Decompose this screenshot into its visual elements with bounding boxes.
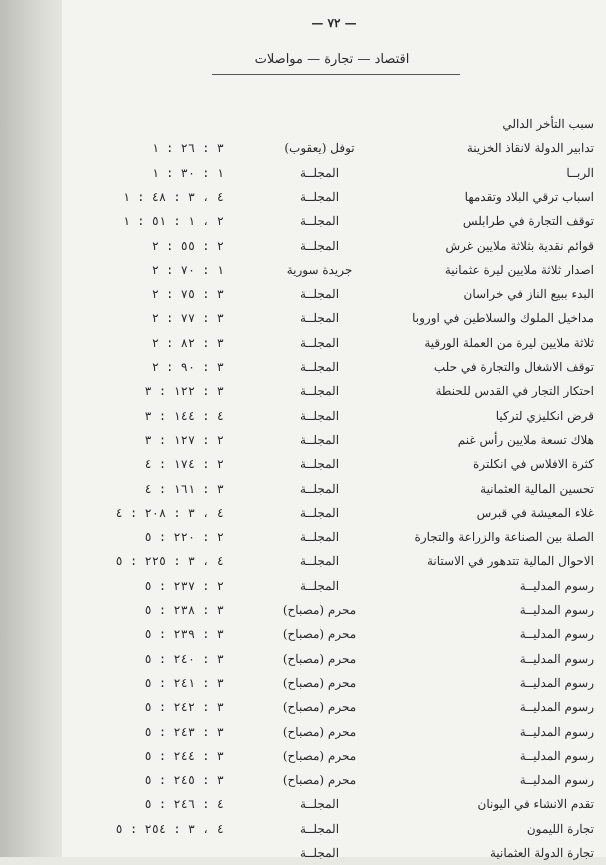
entry-reference: ٣ : ٢٤٠ : ٥ (144, 651, 224, 666)
entry-title: رسوم المدليــة (519, 627, 594, 642)
index-row (62, 792, 606, 816)
entry-source: المجلــة (299, 481, 340, 496)
index-row (62, 428, 606, 452)
index-row (62, 379, 606, 403)
entry-reference: ٣ : ٩٠ : ٢ (151, 360, 224, 374)
entry-reference: ٢ : ١٧٤ : ٤ (144, 457, 224, 472)
entry-source: المجلــة (299, 408, 340, 423)
entry-reference: ٢ ، ١ : ٥١ : ١ (122, 214, 224, 229)
entry-reference: ٤ : ١٤٤ : ٣ (144, 408, 224, 423)
index-row (62, 282, 606, 306)
index-row (62, 477, 606, 501)
entry-reference: ١ : ٣٠ : ١ (151, 165, 224, 180)
entry-title: رسوم المدليــة (519, 748, 594, 763)
entry-reference: ٣ : ١٢٢ : ٣ (144, 384, 224, 399)
entry-source: محرم (مصباح) (282, 627, 357, 642)
entry-source: المجلــة (299, 821, 340, 836)
entry-reference: ٣ : ٢٤٢ : ٥ (144, 700, 224, 715)
entry-reference: ٢ : ٥٥ : ٢ (151, 238, 224, 253)
entry-source: محرم (مصباح) (282, 603, 357, 617)
index-row (62, 185, 606, 209)
index-row (62, 355, 606, 379)
entry-source: جريدة سورية (286, 262, 353, 277)
entry-reference: ٣ : ٢٤٣ : ٥ (144, 724, 224, 739)
entry-title: غلاء المعيشة في قبرس (476, 505, 594, 520)
entry-title: تجارة الدولة العثمانية (489, 846, 594, 860)
entry-source: محرم (مصباح) (282, 675, 357, 690)
entry-title: الربــا (566, 165, 594, 180)
entry-source: المجلــة (299, 311, 340, 326)
index-row (62, 112, 606, 136)
index-row (62, 622, 606, 646)
entry-title: رسوم المدليــة (519, 724, 594, 739)
entry-reference: ٤ ، ٣ : ٢٠٨ : ٤ (115, 505, 224, 520)
index-row (62, 404, 606, 428)
index-row (62, 768, 606, 792)
entry-title: الصلة بين الصناعة والزراعة والتجارة (414, 530, 594, 545)
index-row (62, 574, 606, 598)
entry-title: قرض انكليزي لتركيا (495, 408, 594, 423)
entry-reference: ٤ ، ٣ : ٢٥٤ : ٥ (115, 821, 224, 836)
entry-source: المجلــة (299, 189, 340, 204)
index-row (62, 136, 606, 160)
entry-source: توفل (يعقوب) (284, 141, 355, 156)
index-row (62, 209, 606, 233)
index-row (62, 841, 606, 865)
entry-title: رسوم المدليــة (519, 773, 594, 788)
scan-margin (0, 0, 62, 857)
entry-reference: ٤ ، ٣ : ٤٨ : ١ (122, 189, 224, 204)
index-table (62, 0, 606, 860)
entry-reference: ٣ : ٢٣٩ : ٥ (144, 627, 224, 642)
entry-title: توقف الاشغال والتجارة في حلب (433, 360, 594, 374)
entry-title: احتكار التجار في القدس للحنطة (435, 384, 594, 399)
entry-title: تحسين المالية العثمانية (480, 481, 594, 496)
entry-reference: ٢ : ٢٢٠ : ٥ (144, 530, 224, 545)
index-row (62, 817, 606, 841)
entry-reference: ٣ : ٢٤٥ : ٥ (144, 773, 224, 788)
entry-reference: ٣ : ٢٦ : ١ (151, 141, 224, 156)
entry-title: تقدم الانشاء في اليونان (477, 797, 594, 812)
index-row (62, 695, 606, 719)
page-heading: اقتصاد — تجارة — مواصلات (254, 52, 410, 67)
entry-title: رسوم المدليــة (519, 651, 594, 666)
entry-source: محرم (مصباح) (282, 724, 357, 739)
index-row (62, 598, 606, 622)
entry-source: المجلــة (299, 578, 340, 593)
index-row (62, 647, 606, 671)
entry-title: مداخيل الملوك والسلاطين في اوروبا (412, 311, 594, 326)
entry-source: المجلــة (299, 287, 340, 302)
index-row (62, 452, 606, 476)
index-row (62, 549, 606, 573)
entry-source: المجلــة (299, 554, 340, 569)
index-row (62, 161, 606, 185)
index-row (62, 258, 606, 282)
entry-title: توقف التجارة في طرابلس (462, 214, 594, 229)
index-row (62, 525, 606, 549)
entry-source: المجلــة (299, 457, 340, 472)
entry-source: المجلــة (299, 384, 340, 399)
entry-source: محرم (مصباح) (282, 700, 357, 715)
entry-source: المجلــة (299, 360, 340, 374)
index-row (62, 331, 606, 355)
entry-reference: ٣ : ٢٣٨ : ٥ (144, 603, 224, 617)
entry-reference: ٣ : ٧٧ : ٢ (151, 311, 224, 326)
entry-reference: ٣ : ٢٤١ : ٥ (144, 675, 224, 690)
index-row (62, 744, 606, 768)
entry-reference: ٣ : ٧٥ : ٢ (151, 287, 224, 302)
entry-reference: ٤ : ٢٤٦ : ٥ (144, 797, 224, 812)
page-number: — ٧٢ — (311, 16, 357, 30)
entry-title: رسوم المدليــة (519, 578, 594, 593)
entry-title: تدابير الدولة لانقاذ الخزينة (466, 141, 594, 156)
entry-title: ثلاثة ملايين ليرة من العملة الورقية (424, 335, 594, 350)
entry-title: هلاك تسعة ملايين رأس غنم (457, 432, 594, 447)
entry-source: المجلــة (299, 432, 340, 447)
entry-title: رسوم المدليــة (519, 603, 594, 617)
entry-title: قوائم نقدية بثلاثة ملايين غرش (445, 238, 594, 253)
entry-title: البدء ببيع الناز في خراسان (463, 287, 594, 302)
entry-title: الاحوال المالية تتدهور في الاستانة (426, 554, 594, 569)
entry-reference: ٣ : ١٦١ : ٤ (144, 481, 224, 496)
entry-source: المجلــة (299, 165, 340, 180)
entry-source: المجلــة (299, 214, 340, 229)
entry-source: المجلــة (299, 846, 340, 860)
entry-title: رسوم المدليــة (519, 675, 594, 690)
entry-source: المجلــة (299, 238, 340, 253)
entry-title: كثرة الافلاس في انكلترة (473, 457, 594, 472)
entry-reference: ٤ ، ٣ : ٢٢٥ : ٥ (115, 554, 224, 569)
index-row (62, 720, 606, 744)
entry-source: محرم (مصباح) (282, 748, 357, 763)
index-row (62, 501, 606, 525)
entry-title: سبب التأخر الدالي (502, 117, 594, 131)
index-row (62, 671, 606, 695)
entry-reference: ٣ : ٢٤٤ : ٥ (144, 748, 224, 763)
index-row (62, 234, 606, 258)
entry-reference: ١ : ٧٠ : ٢ (151, 262, 224, 277)
entry-reference: ٣ : ٨٢ : ٢ (151, 335, 224, 350)
entry-title: اصدار ثلاثة ملايين ليرة عثمانية (444, 262, 594, 277)
entry-reference: ٢ : ٢٣٧ : ٥ (144, 578, 224, 593)
entry-source: المجلــة (299, 335, 340, 350)
entry-title: تجارة الليمون (526, 821, 594, 836)
entry-source: محرم (مصباح) (282, 773, 357, 788)
entry-reference: ٢ : ١٢٧ : ٣ (144, 432, 224, 447)
entry-title: رسوم المدليــة (519, 700, 594, 715)
document-page (62, 0, 606, 860)
entry-source: المجلــة (299, 505, 340, 520)
index-row (62, 306, 606, 330)
entry-source: محرم (مصباح) (282, 651, 357, 666)
entry-source: المجلــة (299, 797, 340, 812)
entry-title: اسباب ترقي البلاد وتقدمها (464, 189, 594, 204)
entry-source: المجلــة (299, 530, 340, 545)
